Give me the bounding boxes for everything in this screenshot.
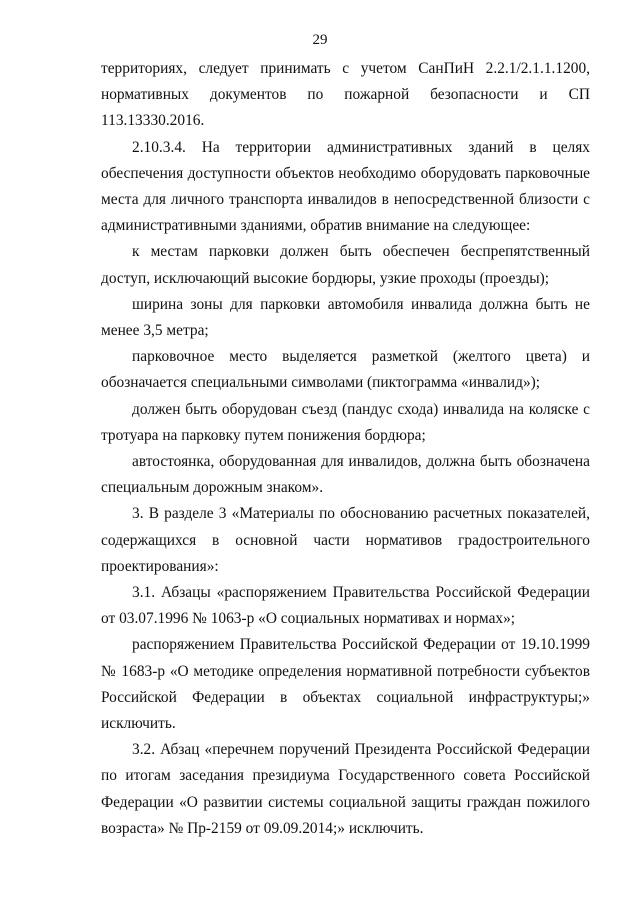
paragraph-parking-access: к местам парковки должен быть обеспечен беспрепятственный доступ, исключающий высокие бордюры, узкие проходы (проезды); (101, 243, 590, 287)
paragraph-continuation: территориях, следует принимать с учетом СанПиН 2.2.1/2.1.1.1200, нормативных документов по пожарной безопасности и СП 113.13330.2016. (101, 60, 590, 130)
paragraph-3-2: 3.2. Абзац «перечнем поручений Президента Российской Федерации по итогам заседания президиума Государственного совета Российской Федерации «О развитии системы социальной защиты граждан пожилого возраста» № Пр-2159 от 09.09.2014;» исключить. (101, 741, 590, 837)
paragraph-3-1-continued: распоряжением Правительства Российской Федерации от 19.10.1999 № 1683-р «О методике определения нормативной потребности субъектов Российской Федерации в объектах социальной инфраструктуры;» исключить. (101, 636, 590, 733)
paragraph-parking-width: ширина зоны для парковки автомобиля инвалида должна быть не менее 3,5 метра; (101, 295, 590, 340)
paragraph-3-1: 3.1. Абзацы «распоряжением Правительства Российской Федерации от 03.07.1996 № 1063-р «О социальных нормативах и нормах»; (101, 584, 590, 628)
page-number: 29 (312, 32, 328, 48)
paragraph-parking-marking: парковочное место выделяется разметкой (желтого цвета) и обозначается специальными символами (пиктограмма «инвалид»); (101, 348, 590, 392)
paragraph-ramp: должен быть оборудован съезд (пандус схода) инвалида на коляске с тротуара на парковку путем понижения бордюра; (101, 400, 590, 444)
document-body (101, 56, 590, 842)
paragraph-road-sign: автостоянка, оборудованная для инвалидов, должна быть обозначена специальным дорожным знаком». (101, 453, 590, 497)
paragraph-section-3: 3. В разделе 3 «Материалы по обоснованию расчетных показателей, содержащихся в основной части нормативов градостроительного проектирования»: (101, 505, 590, 575)
paragraph-2-10-3-4: 2.10.3.4. На территории административных зданий в целях обеспечения доступности объектов необходимо оборудовать парковочные места для личного транспорта инвалидов в непосредственной близости с административными зданиями, обратив внимание на следующее: (101, 138, 590, 235)
